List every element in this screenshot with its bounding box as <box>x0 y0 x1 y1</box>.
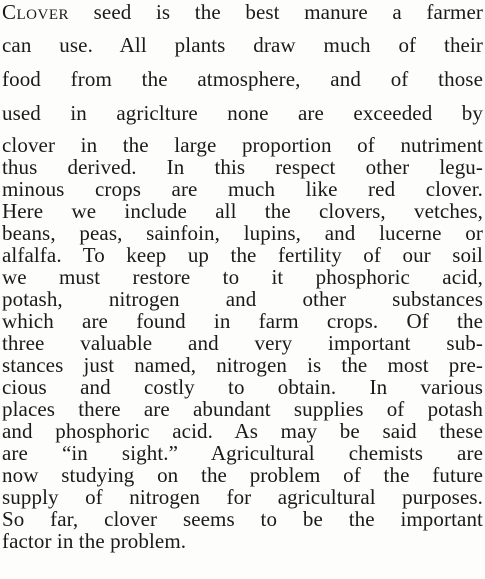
article-line-5: clover in the large proportion of nutriment <box>2 133 483 157</box>
article-line-9: beans, peas, sainfoin, lupins, and lucerne or <box>2 221 483 245</box>
article-line-16: cious and costly to obtain. In various <box>2 375 483 399</box>
article-line-19: are “in sight.” Agricultural chemists are <box>2 441 483 465</box>
article-line-20: now studying on the problem of the future <box>2 463 483 487</box>
article-line-1-rest: seed is the best manure a farmer <box>69 0 483 24</box>
article-line-17: places there are abundant supplies of potash <box>2 397 483 421</box>
article-line-11: we must restore to it phosphoric acid, <box>2 265 483 289</box>
article-line-7: minous crops are much like red clover. <box>2 177 483 201</box>
article-line-14: three valuable and very important sub- <box>2 331 483 355</box>
article-line-21: supply of nitrogen for agricultural purposes. <box>2 485 483 509</box>
article-line-8: Here we include all the clovers, vetches, <box>2 199 483 223</box>
article-line-15: stances just named, nitrogen is the most pre- <box>2 353 483 377</box>
article-line-10: alfalfa. To keep up the fertility of our soil <box>2 243 483 267</box>
article-line-23: factor in the problem. <box>2 529 187 553</box>
article-line-1 <box>2 0 483 24</box>
article-line-18: and phosphoric acid. As may be said these <box>2 419 483 443</box>
article-line-22: So far, clover seems to be the important <box>2 507 483 531</box>
opening-word: Clover <box>2 0 70 24</box>
article-line-12: potash, nitrogen and other substances <box>2 287 483 311</box>
article-line-3: food from the atmosphere, and of those <box>2 67 483 91</box>
article-line-4: used in agriclture none are exceeded by <box>2 101 483 125</box>
article-line-6: thus derived. In this respect other legu- <box>2 155 483 179</box>
article-line-13: which are found in farm crops. Of the <box>2 309 483 333</box>
article-line-2: can use. All plants draw much of their <box>2 33 483 57</box>
